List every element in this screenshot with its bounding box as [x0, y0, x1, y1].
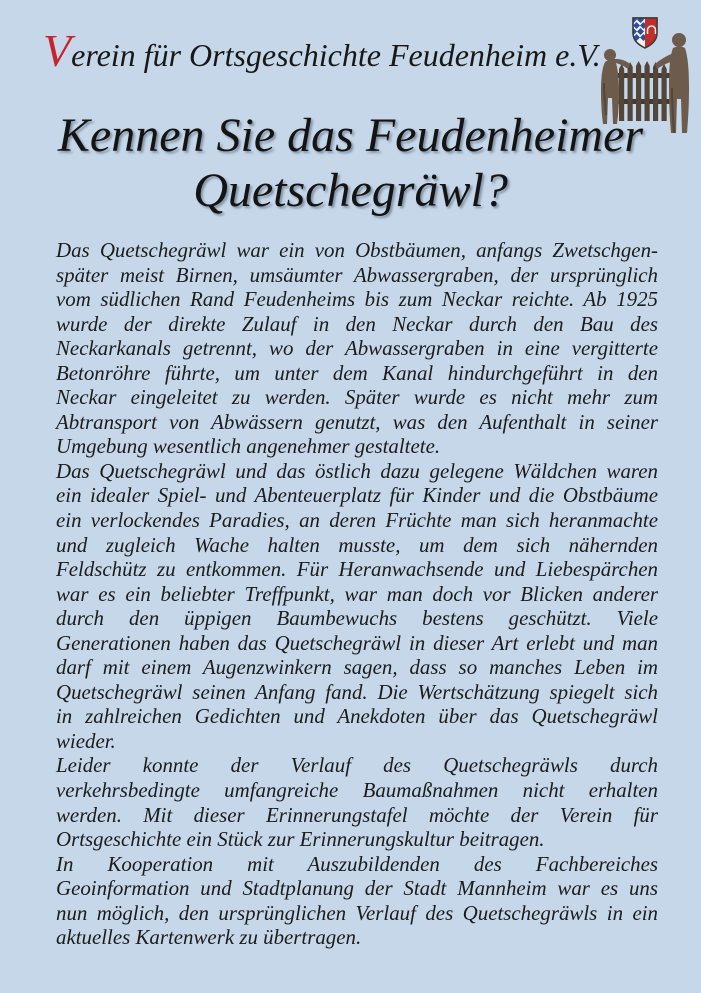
body-text [56, 238, 658, 950]
text-line: in zahlreichen Gedichten und Anekdoten über das Quetschegräwl [56, 704, 658, 729]
text-line: ein idealer Spiel- und Abenteuerplatz für Kinder und die Obstbäume [56, 483, 658, 508]
text-line: war es ein beliebter Treffpunkt, war man doch vor Blicken anderer [56, 581, 658, 606]
text-line: Neckarkanals getrennt, wo der Abwassergraben in eine vergitterte [56, 336, 658, 361]
text-line: Das Quetschegräwl und das östlich dazu gelegene Wäldchen waren [56, 458, 658, 483]
page-title-line-1: Kennen Sie das Feudenheimer [57, 109, 644, 162]
text-line: Quetschegräwl seinen Anfang fand. Die Wertschätzung spiegelt sich [56, 679, 658, 704]
text-line: Umgebung wesentlich angenehmer gestaltete. [56, 434, 441, 459]
text-line: Abtransport von Abwässern genutzt, was den Aufenthalt in seiner [56, 409, 658, 434]
text-line: ein verlockendes Paradies, an deren Früchte man sich heranmachte [56, 508, 658, 533]
text-line: wieder. [56, 728, 116, 753]
org-name [43, 25, 601, 76]
text-line: und zugleich Wache halten musste, um dem sich nähernden [56, 532, 658, 557]
text-line: wurde der direkte Zulauf in den Neckar durch den Bau des [56, 311, 658, 336]
text-line: verkehrsbedingte umfangreiche Baumaßnahmen nicht erhalten [56, 778, 658, 803]
paragraph [56, 459, 658, 754]
text-line: später meist Birnen, umsäumter Abwassergraben, der ursprünglich [56, 262, 658, 287]
text-line: nun möglich, den ursprünglichen Verlauf des Quetschegräwls in ein [56, 900, 658, 925]
page-title [0, 108, 701, 218]
text-line: Feldschütz zu entkommen. Für Heranwachsende und Liebespärchen [56, 557, 658, 582]
text-line: Ortsgeschichte ein Stück zur Erinnerungskultur beitragen. [56, 827, 545, 852]
paragraph [56, 753, 658, 851]
paragraph [56, 238, 658, 459]
text-line: Das Quetschegräwl war ein von Obstbäumen, anfangs Zwetschgen- [56, 238, 658, 262]
text-line: Betonröhre führte, um unter dem Kanal hindurchgeführt in den [56, 360, 658, 385]
text-line: vom südlichen Rand Feudenheims bis zum Neckar reichte. Ab 1925 [56, 287, 658, 312]
org-name-rest: erein für Ortsgeschichte Feudenheim e.V. [71, 37, 601, 73]
text-line: darf mit einem Augenzwinkern sagen, dass so manches Leben im [56, 655, 658, 680]
paragraph [56, 852, 658, 950]
org-name-initial: V [43, 25, 72, 76]
feudenheim-crest-icon [630, 16, 657, 48]
text-line: werden. Mit dieser Erinnerungstafel möchte der Verein für [56, 802, 658, 827]
text-line: Geoinformation und Stadtplanung der Stadt Mannheim war es uns [56, 876, 658, 901]
text-line: Neckar eingeleitet zu werden. Später wurde es nicht mehr zum [56, 385, 658, 410]
text-line: Generationen haben das Quetschegräwl in dieser Art erlebt und man [56, 630, 658, 655]
page-title-line-2: Quetschegräwl? [193, 164, 508, 217]
text-line: aktuelles Kartenwerk zu übertragen. [56, 925, 362, 950]
text-line: In Kooperation mit Auszubildenden des Fachbereiches [56, 851, 658, 876]
text-line: Leider konnte der Verlauf des Quetschegräwls durch [56, 753, 658, 778]
text-line: durch den üppigen Baumbewuchs bestens geschützt. Viele [56, 606, 658, 631]
